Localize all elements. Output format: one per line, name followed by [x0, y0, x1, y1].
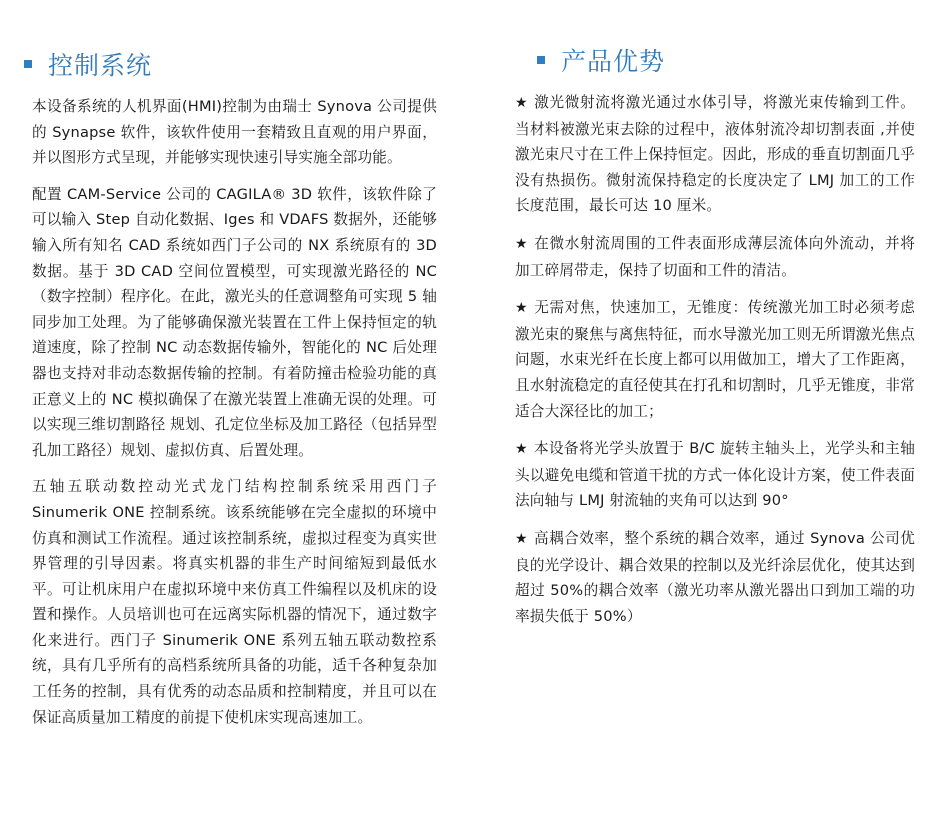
- control-system-paragraph-hmi: 本设备系统的人机界面(HMI)控制为由瑞士 Synova 公司提供的 Synapse 软件，该软件使用一套精致且直观的用户界面，并以图形方式呈现，并能够实现快速引导实施全部功能。: [32, 98, 437, 167]
- star-bullet-icon: ★: [515, 300, 528, 317]
- advantage-item: [515, 90, 915, 219]
- heading-bullet-square-icon: [537, 56, 545, 64]
- advantage-item-text: 本设备将光学头放置于 B/C 旋转主轴头上，光学头和主轴头以避免电缆和管道干扰的方式一体化设计方案，使工件表面法向轴与 LMJ 射流轴的夹角可以达到 90°: [515, 440, 915, 510]
- star-bullet-icon: ★: [515, 530, 528, 547]
- control-system-section: [32, 0, 437, 741]
- advantage-item-text: 在微水射流周围的工件表面形成薄层流体向外流动，并将加工碎屑带走，保持了切面和工件的清洁。: [515, 234, 915, 279]
- heading-bullet-square-icon: [24, 60, 32, 68]
- star-bullet-icon: ★: [515, 95, 528, 111]
- product-advantages-title: 产品优势: [561, 47, 666, 76]
- star-bullet-icon: ★: [515, 441, 528, 458]
- control-system-heading: [24, 44, 437, 84]
- control-system-paragraph-sinumerik: 五轴五联动数控动光式龙门结构控制系统采用西门子 Sinumerik ONE 控制系统。该系统能够在完全虚拟的环境中仿真和测试工作流程。通过该控制系统，虚拟过程变为真实世界管理的引导因素。将真实机器的非生产时间缩短到最低水平。可让机床用户在虚拟环境中来仿真工件编程以及机床的设置和操作。人员培训也可在远离实际机器的情况下，通过数字化来进行。西门子 Sinumerik ONE 系列五轴五联动数控系统，具有几乎所有的高档系统所具备的功能，适千各种复杂加工任务的控制，具有优秀的动态品质和控制精度，并且可以在保证高质量加工精度的前提下使机床实现高速加工。: [32, 478, 437, 726]
- advantage-item: [515, 295, 915, 424]
- advantage-item: [515, 526, 915, 629]
- star-bullet-icon: ★: [515, 235, 528, 252]
- advantage-item-text: 高耦合效率，整个系统的耦合效率，通过 Synova 公司优良的光学设计、耦合效果的控制以及光纤涂层优化，使其达到超过 50%的耦合效率（激光功率从激光器出口到加工端的功率损失低于 50%）: [515, 529, 915, 625]
- advantage-item-text: 无需对焦，快速加工，无锥度：传统激光加工时必须考虑激光束的聚焦与离焦特征，而水导激光加工则无所谓激光焦点问题，水束光纤在长度上都可以用做加工，增大了工作距离，且水射流稳定的直径使其在打孔和切割时，几乎无锥度，非常适合大深径比的加工；: [515, 299, 915, 420]
- advantage-item-text: 激光微射流将激光通过水体引导，将激光束传输到工件。当材料被激光束去除的过程中，液体射流冷却切割表面 ,并使激光束尺寸在工件上保持恒定。因此，形成的垂直切割面几乎没有热损伤。微射流保持稳定的长度决定了 LMJ 加工的工作长度范围，最长可达 10 厘米。: [515, 94, 915, 215]
- advantage-item: [515, 231, 915, 283]
- control-system-title: 控制系统: [48, 51, 153, 80]
- advantage-item: [515, 436, 915, 514]
- product-advantages-heading: [537, 40, 915, 80]
- control-system-paragraph-cagila: 配置 CAM-Service 公司的 CAGILA® 3D 软件，该软件除了可以输入 Step 自动化数据、Iges 和 VDAFS 数据外，还能够输入所有知名 CAD 系统如西门子公司的 NX 系统原有的 3D 数据。基于 3D CAD 空间位置模型，可实现激光路径的 NC（数字控制）程序化。在此，激光头的任意调整角可实现 5 轴同步加工处理。为了能够确保激光装置在工件上保持恒定的轨道速度，除了控制 NC 动态数据传输外，智能化的 NC 后处理器也支持对非动态数据传输的控制。有着防撞击检验功能的真正意义上的 NC 模拟确保了在激光装置上准确无误的处理。可以实现三维切割路径 规划、孔定位坐标及加工路径（包括异型孔加工路径）规划、虚拟仿真、后置处理。: [32, 185, 437, 459]
- product-advantages-section: [515, 0, 915, 641]
